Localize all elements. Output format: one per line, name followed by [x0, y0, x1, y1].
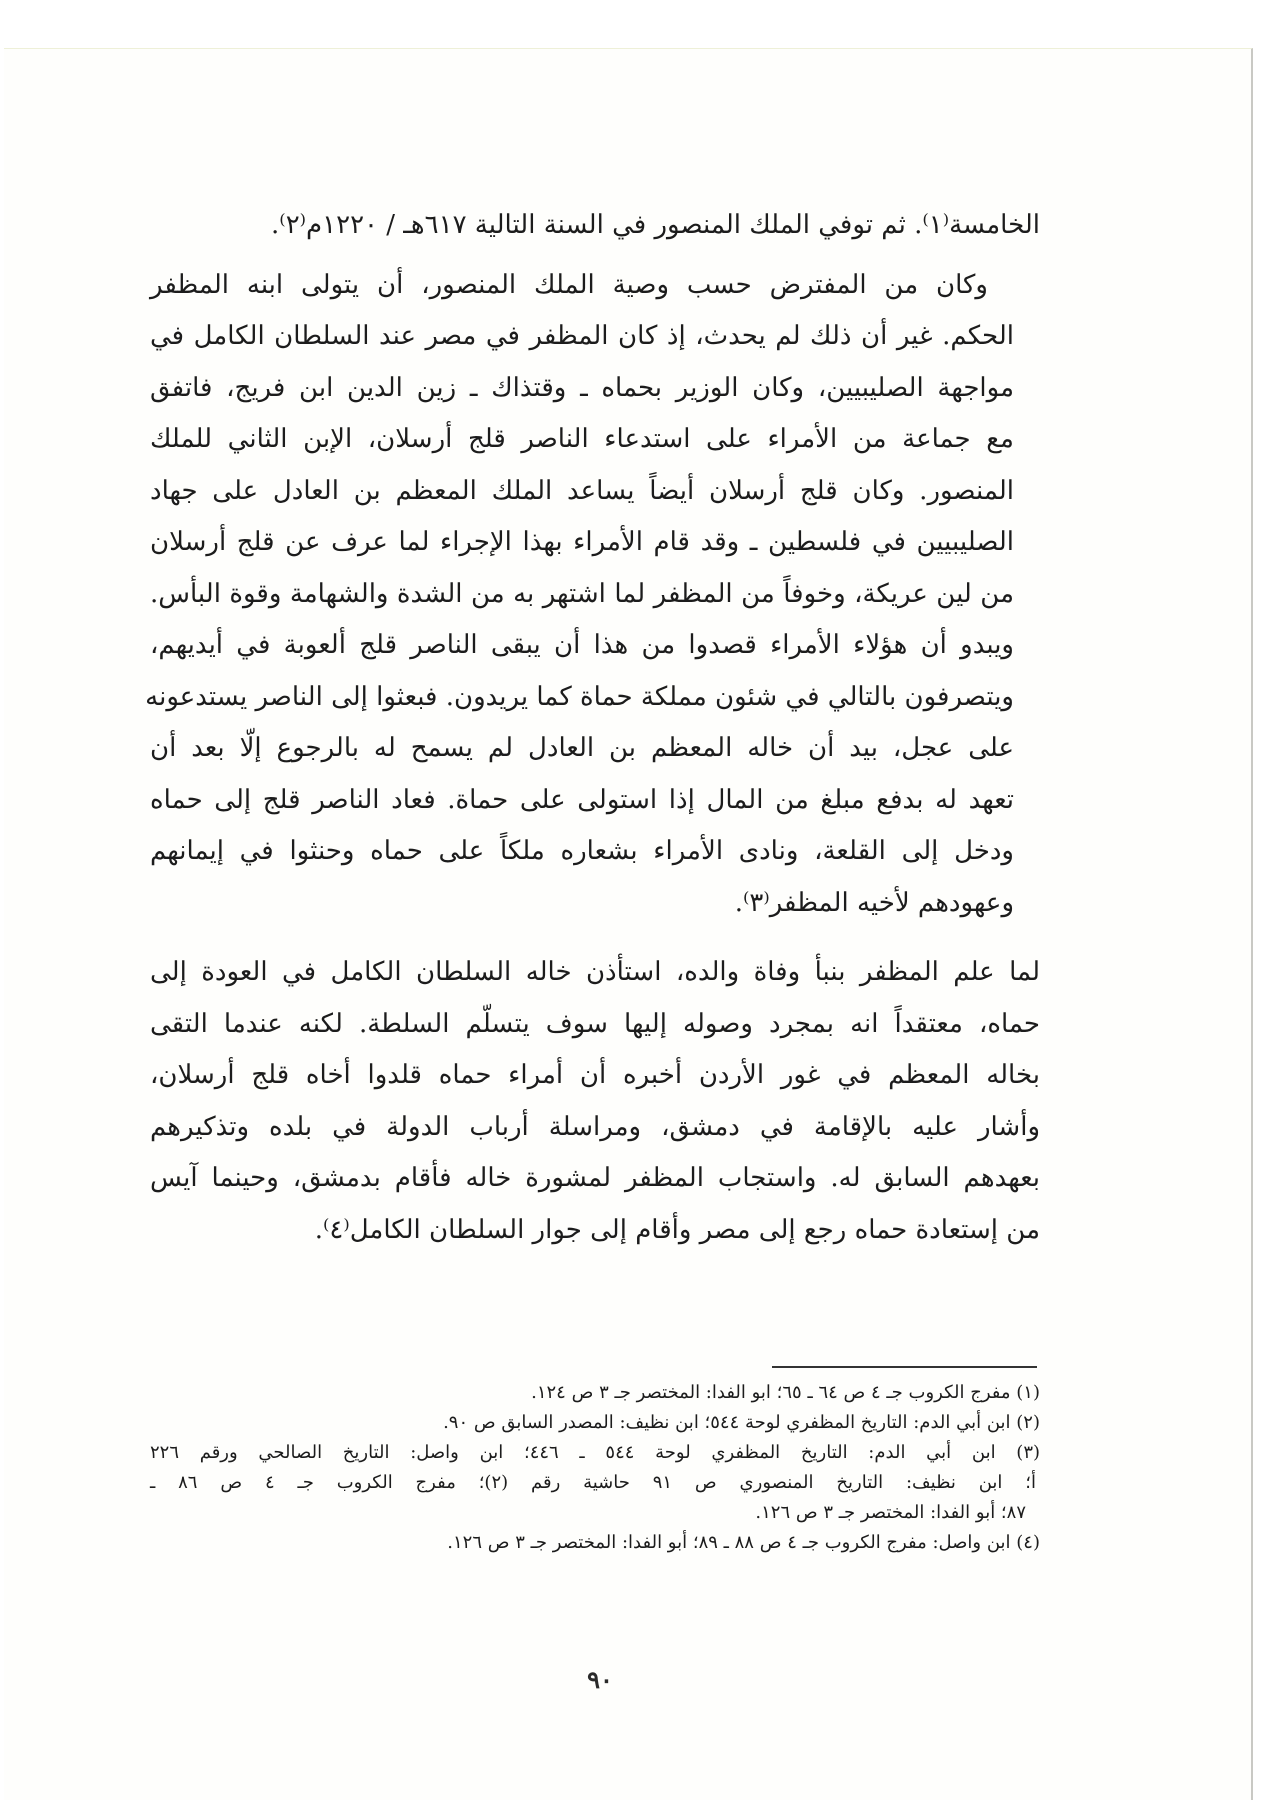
text-line: ودخل إلى القلعة، ونادى الأمراء بشعاره ملكاً على حماه وحنثوا في إيمانهم [150, 836, 1014, 866]
text-line: لما علم المظفر بنبأ وفاة والده، استأذن خاله السلطان الكامل في العودة إلى [150, 957, 1040, 987]
footnote-2 [150, 1408, 1040, 1438]
text-line: حماه، معتقداً انه بمجرد وصوله إليها سوف يتسلّم السلطة. لكنه عندما التقى [150, 1008, 1040, 1039]
footnote-line: (٤) ابن واصل: مفرج الكروب جـ ٤ ص ٨٨ ـ ٨٩؛ أبو الفدا: المختصر جـ ٣ ص ١٢٦. [447, 1532, 1040, 1553]
footnotes [150, 1378, 1040, 1558]
footnote-line: أ؛ ابن نظيف: التاريخ المنصوري ص ٩١ حاشية رقم (٢)؛ مفرج الكروب جـ ٤ ص ٨٦ ـ [150, 1472, 1036, 1493]
text-line: بخاله المعظم في غور الأردن أخبره أن أمراء حماه قلدوا أخاه قلج أرسلان، [150, 1060, 1040, 1090]
page-number: ٩٠ [587, 1665, 613, 1694]
text-line: وأشار عليه بالإقامة في دمشق، ومراسلة أرباب الدولة في بلده وتذكيرهم [150, 1111, 1040, 1142]
text-line: مع جماعة من الأمراء على استدعاء الناصر قلج أرسلان، الإبن الثاني للملك [150, 424, 1014, 454]
text-line: الحكم. غير أن ذلك لم يحدث، إذ كان المظفر في مصر عند السلطان الكامل في [150, 321, 1014, 351]
footnote-1 [150, 1378, 1040, 1408]
paragraph [145, 260, 1040, 930]
text-line: من إستعادة حماه رجع إلى مصر وأقام إلى جوار السلطان الكامل⁽٤⁾. [314, 1214, 1040, 1245]
footnote-line: (١) مفرج الكروب جـ ٤ ص ٦٤ ـ ٦٥؛ ابو الفدا: المختصر جـ ٣ ص ١٢٤. [531, 1382, 1040, 1403]
text-line: الخامسة⁽١⁾. ثم توفي الملك المنصور في السنة التالية ٦١٧هـ / ١٢٢٠م⁽٢⁾. [271, 210, 1040, 240]
footnote-line: (٣) ابن أبي الدم: التاريخ المظفري لوحة ٥٤٤ ـ ٤٤٦؛ ابن واصل: التاريخ الصالحي ورقم ٢٢٦ [150, 1442, 1041, 1463]
text-line: وعهودهم لأخيه المظفر⁽٣⁾. [734, 887, 1014, 918]
footnote-4 [150, 1528, 1040, 1558]
footnote-3 [150, 1438, 1040, 1528]
text-line: ويتصرفون بالتالي في شئون مملكة حماة كما يريدون. فبعثوا إلى الناصر يستدعونه [145, 681, 1014, 712]
text-line: بعهدهم السابق له. واستجاب المظفر لمشورة خاله فأقام بدمشق، وحينما آيس [150, 1163, 1040, 1193]
text-line: من لين عريكة، وخوفاً من المظفر لما اشتهر به من الشدة والشهامة وقوة البأس. [150, 578, 1014, 609]
text-line: المنصور. وكان قلج أرسلان أيضاً يساعد الملك المعظم بن العادل على جهاد [150, 475, 1014, 506]
paragraph [150, 947, 1040, 1256]
footnote-line: ٨٧؛ أبو الفدا: المختصر جـ ٣ ص ١٢٦. [755, 1502, 1026, 1523]
text-line: تعهد له بدفع مبلغ من المال إذا استولى على حماة. فعاد الناصر قلج إلى حماه [150, 784, 1014, 815]
text-line: الصليبيين في فلسطين ـ وقد قام الأمراء بهذا الإجراء لما عرف عن قلج أرسلان [150, 527, 1014, 557]
paragraph [150, 200, 1040, 252]
footnote-line: (٢) ابن أبي الدم: التاريخ المظفري لوحة ٥٤٤؛ ابن نظيف: المصدر السابق ص ٩٠. [443, 1412, 1040, 1433]
text-line: وكان من المفترض حسب وصية الملك المنصور، أن يتولى ابنه المظفر [150, 269, 988, 300]
footnote-separator [772, 1366, 1037, 1368]
text-line: مواجهة الصليبيين، وكان الوزير بحماه ـ وقتذاك ـ زين الدين ابن فريج، فاتفق [150, 372, 1014, 403]
main-text [145, 200, 1040, 1256]
text-line: ويبدو أن هؤلاء الأمراء قصدوا من هذا أن يبقى الناصر قلج ألعوبة في أيديهم، [150, 630, 1014, 660]
text-line: على عجل، بيد أن خاله المعظم بن العادل لم يسمح له بالرجوع إلّا بعد أن [150, 733, 1014, 763]
